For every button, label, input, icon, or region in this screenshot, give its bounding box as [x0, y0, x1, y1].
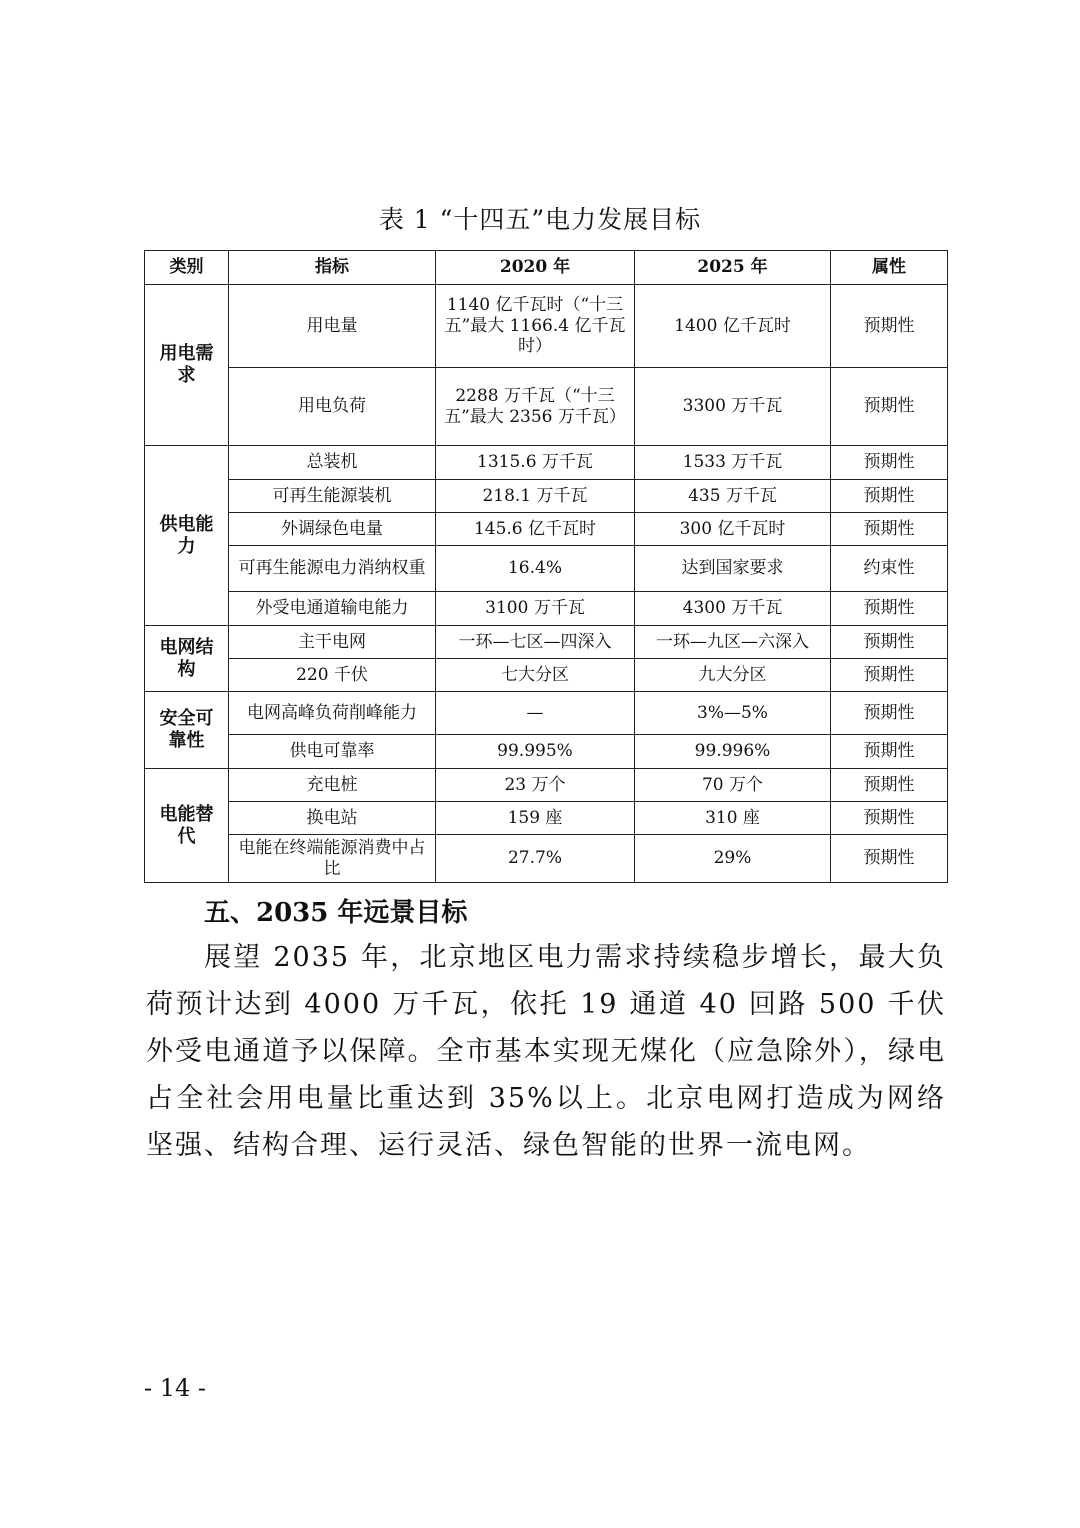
attribute-cell: 预期性 [831, 835, 948, 883]
value-2025-cell: 310 座 [635, 802, 831, 835]
attribute-cell: 预期性 [831, 592, 948, 626]
attribute-cell: 预期性 [831, 285, 948, 368]
category-cell: 用电需求 [145, 285, 229, 446]
attribute-cell: 预期性 [831, 626, 948, 659]
value-2025-cell: 435 万千瓦 [635, 480, 831, 513]
table-row [145, 480, 948, 513]
value-2025-cell: 一环—九区—六深入 [635, 626, 831, 659]
value-2025-cell: 达到国家要求 [635, 546, 831, 592]
indicator-cell: 总装机 [229, 446, 436, 480]
attribute-cell: 预期性 [831, 480, 948, 513]
header-category: 类别 [145, 251, 229, 285]
table-row [145, 659, 948, 692]
table-row [145, 592, 948, 626]
section-heading: 五、2035 年远景目标 [204, 898, 468, 928]
value-2020-cell: 159 座 [436, 802, 635, 835]
table-row [145, 735, 948, 769]
value-2025-cell: 300 亿千瓦时 [635, 513, 831, 546]
body-paragraph: 展望 2035 年，北京地区电力需求持续稳步增长，最大负荷预计达到 4000 万千瓦，依托 19 通道 40 回路 500 千伏外受电通道予以保障。全市基本实现无煤化（应急除外），绿电占全社会用电量比重达到 35%以上。北京电网打造成为网络坚强、结构合理、运行灵活、绿色智能的世界一流电网。 [146, 942, 946, 1161]
header-2020: 2020 年 [436, 251, 635, 285]
table-row [145, 769, 948, 802]
indicator-cell: 用电量 [229, 285, 436, 368]
indicator-cell: 可再生能源装机 [229, 480, 436, 513]
value-2020-cell: 1315.6 万千瓦 [436, 446, 635, 480]
table-row [145, 513, 948, 546]
header-attribute: 属性 [831, 251, 948, 285]
value-2025-cell: 4300 万千瓦 [635, 592, 831, 626]
indicator-cell: 外调绿色电量 [229, 513, 436, 546]
page-number: - 14 - [144, 1374, 207, 1402]
value-2020-cell: 218.1 万千瓦 [436, 480, 635, 513]
value-2025-cell: 3%—5% [635, 692, 831, 735]
value-2025-cell: 3300 万千瓦 [635, 368, 831, 446]
header-indicator: 指标 [229, 251, 436, 285]
table-caption: 表 1 “十四五”电力发展目标 [378, 205, 702, 234]
value-2020-cell: 99.995% [436, 735, 635, 769]
table-row [145, 285, 948, 368]
value-2025-cell: 1533 万千瓦 [635, 446, 831, 480]
attribute-cell: 预期性 [831, 368, 948, 446]
value-2025-cell: 99.996% [635, 735, 831, 769]
indicator-cell: 用电负荷 [229, 368, 436, 446]
value-2025-cell: 九大分区 [635, 659, 831, 692]
table-row [145, 546, 948, 592]
header-2025: 2025 年 [635, 251, 831, 285]
attribute-cell: 预期性 [831, 692, 948, 735]
indicator-cell: 换电站 [229, 802, 436, 835]
indicator-cell: 电能在终端能源消费中占比 [229, 835, 436, 883]
attribute-cell: 预期性 [831, 513, 948, 546]
table-row [145, 626, 948, 659]
table-row [145, 692, 948, 735]
indicator-cell: 充电桩 [229, 769, 436, 802]
table-row [145, 446, 948, 480]
indicator-cell: 外受电通道输电能力 [229, 592, 436, 626]
value-2020-cell: 16.4% [436, 546, 635, 592]
category-cell: 供电能力 [145, 446, 229, 626]
attribute-cell: 预期性 [831, 769, 948, 802]
category-cell: 电能替代 [145, 769, 229, 883]
category-cell: 安全可靠性 [145, 692, 229, 769]
indicator-cell: 220 千伏 [229, 659, 436, 692]
value-2020-cell: 七大分区 [436, 659, 635, 692]
attribute-cell: 约束性 [831, 546, 948, 592]
value-2020-cell: 145.6 亿千瓦时 [436, 513, 635, 546]
indicator-cell: 电网高峰负荷削峰能力 [229, 692, 436, 735]
power-development-goals-table [144, 250, 948, 883]
value-2020-cell: 2288 万千瓦（“十三五”最大 2356 万千瓦） [436, 368, 635, 446]
table-row [145, 835, 948, 883]
table-header-row [145, 251, 948, 285]
value-2025-cell: 1400 亿千瓦时 [635, 285, 831, 368]
attribute-cell: 预期性 [831, 446, 948, 480]
value-2025-cell: 29% [635, 835, 831, 883]
category-cell: 电网结构 [145, 626, 229, 692]
value-2020-cell: 27.7% [436, 835, 635, 883]
indicator-cell: 可再生能源电力消纳权重 [229, 546, 436, 592]
value-2020-cell: 一环—七区—四深入 [436, 626, 635, 659]
value-2020-cell: 1140 亿千瓦时（“十三五”最大 1166.4 亿千瓦时） [436, 285, 635, 368]
value-2025-cell: 70 万个 [635, 769, 831, 802]
value-2020-cell: — [436, 692, 635, 735]
value-2020-cell: 3100 万千瓦 [436, 592, 635, 626]
attribute-cell: 预期性 [831, 802, 948, 835]
table-row [145, 802, 948, 835]
indicator-cell: 供电可靠率 [229, 735, 436, 769]
value-2020-cell: 23 万个 [436, 769, 635, 802]
attribute-cell: 预期性 [831, 735, 948, 769]
table-row [145, 368, 948, 446]
attribute-cell: 预期性 [831, 659, 948, 692]
indicator-cell: 主干电网 [229, 626, 436, 659]
